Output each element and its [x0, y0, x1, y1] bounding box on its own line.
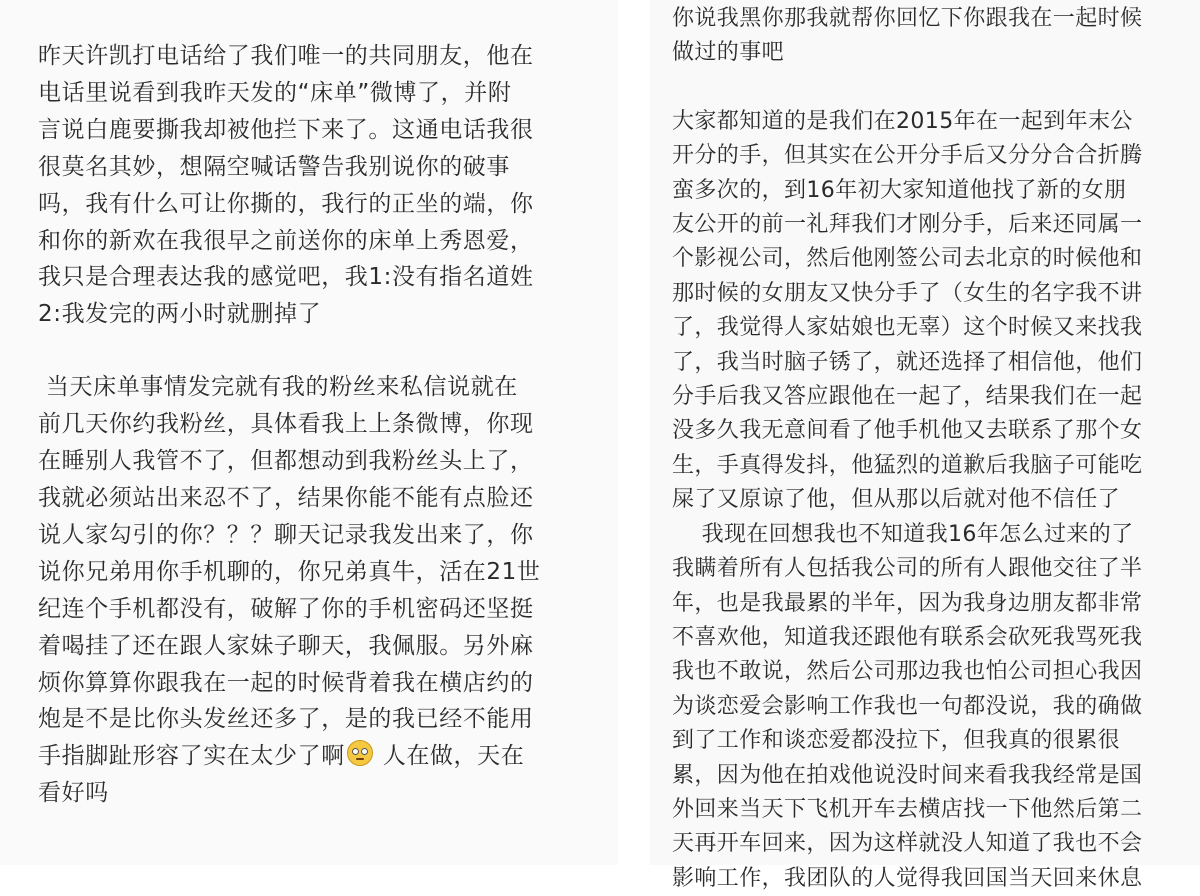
text-line: 开分的手，但其实在公开分手后又分分合合折腾 — [672, 143, 1143, 169]
right-paragraph-1 — [672, 2, 1200, 71]
text-line: 不喜欢他，知道我还跟他有联系会砍死我骂死我 — [672, 624, 1143, 650]
panel-divider — [618, 0, 650, 865]
text-line: 纪连个手机都没有，破解了你的手机密码还坚挺 — [38, 595, 534, 622]
text-line: 在睡别人我管不了，但都想动到我粉丝头上了， — [38, 448, 534, 475]
text-line: 那时候的女朋友又快分手了（女生的名字我不讲 — [672, 280, 1143, 306]
text-line: 累，因为他在拍戏他说没时间来看我我经常是国 — [672, 762, 1143, 788]
text-line: 电话里说看到我昨天发的“床单”微博了，并附 — [38, 79, 512, 106]
text-line: 我也不敢说，然后公司那边我也怕公司担心我因 — [672, 659, 1143, 685]
text-segment: 人在做，天在 — [374, 743, 525, 770]
right-post-panel — [650, 0, 1200, 891]
text-line: 看好吗 — [38, 780, 109, 807]
left-post-panel — [0, 0, 618, 865]
text-line: 和你的新欢在我很早之前送你的床单上秀恩爱， — [38, 227, 534, 254]
text-line: 炮是不是比你头发丝还多了，是的我已经不能用 — [38, 706, 534, 733]
text-line: 生，手真得发抖，他猛烈的道歉后我脑子可能吃 — [672, 452, 1143, 478]
rolling-eyes-emoji-icon — [347, 740, 373, 766]
paragraph-gap — [38, 333, 618, 369]
text-line: 了，我觉得人家姑娘也无辜）这个时候又来找我 — [672, 315, 1143, 341]
text-line: 当天床单事情发完就有我的粉丝来私信说就在 — [38, 374, 518, 401]
text-line: 言说白鹿要撕我却被他拦下来了。这通电话我很 — [38, 116, 534, 143]
text-line: 没多久我无意间看了他手机他又去联系了那个女 — [672, 418, 1143, 444]
text-line: 外回来当天下飞机开车去横店找一下他然后第二 — [672, 796, 1143, 822]
text-line: 我只是合理表达我的感觉吧，我1:没有指名道姓 — [38, 264, 534, 291]
text-line: 年，也是我最累的半年，因为我身边朋友都非常 — [672, 590, 1143, 616]
text-line: 了，我当时脑子锈了，就还选择了相信他，他们 — [672, 349, 1143, 375]
text-line: 分手后我又答应跟他在一起了，结果我们在一起 — [672, 384, 1143, 410]
text-line: 我就必须站出来忍不了，结果你能不能有点脸还 — [38, 484, 534, 511]
paragraph-gap — [672, 71, 1200, 105]
text-line: 大家都知道的是我们在2015年在一起到年末公 — [672, 108, 1133, 134]
text-line: 做过的事吧 — [672, 40, 785, 66]
left-paragraph-1 — [38, 38, 618, 333]
text-line: 影响工作，我团队的人觉得我回国当天回来休息 — [672, 865, 1143, 891]
text-line: 说你兄弟用你手机聊的，你兄弟真牛，活在21世 — [38, 558, 541, 585]
text-line: 蛮多次的，到16年初大家知道他找了新的女朋 — [672, 177, 1127, 203]
text-line: 友公开的前一礼拜我们才刚分手，后来还同属一 — [672, 212, 1143, 238]
left-paragraph-2 — [38, 369, 618, 812]
text-line: 2:我发完的两小时就删掉了 — [38, 301, 322, 328]
text-line: 到了工作和谈恋爱都没拉下，但我真的很累很 — [672, 728, 1121, 754]
text-line: 我现在回想我也不知道我16年怎么过来的了 — [672, 521, 1134, 547]
text-line: 着喝挂了还在跟人家妹子聊天，我佩服。另外麻 — [38, 632, 534, 659]
text-line: 我瞒着所有人包括我公司的所有人跟他交往了半 — [672, 556, 1143, 582]
text-line: 吗，我有什么可让你撕的，我行的正坐的端，你 — [38, 190, 534, 217]
text-line: 屎了又原谅了他，但从那以后就对他不信任了 — [672, 487, 1121, 513]
text-segment: 手指脚趾形容了实在太少了啊 — [38, 743, 345, 770]
text-line: 天再开车回来，因为这样就没人知道了我也不会 — [672, 831, 1143, 857]
text-line: 个影视公司，然后他刚签公司去北京的时候他和 — [672, 246, 1143, 272]
text-line: 烦你算算你跟我在一起的时候背着我在横店约的 — [38, 669, 534, 696]
text-line: 很莫名其妙，想隔空喊话警告我别说你的破事 — [38, 153, 510, 180]
text-line-with-emoji — [38, 738, 618, 775]
text-line: 前几天你约我粉丝，具体看我上上条微博，你现 — [38, 411, 534, 438]
text-line: 说人家勾引的你？？？聊天记录我发出来了，你 — [38, 521, 534, 548]
text-line: 为谈恋爱会影响工作我也一句都没说，我的确做 — [672, 693, 1143, 719]
right-paragraph-2 — [672, 105, 1200, 896]
text-line: 你说我黑你那我就帮你回忆下你跟我在一起时候 — [672, 6, 1143, 31]
text-line: 昨天许凯打电话给了我们唯一的共同朋友，他在 — [38, 43, 534, 69]
